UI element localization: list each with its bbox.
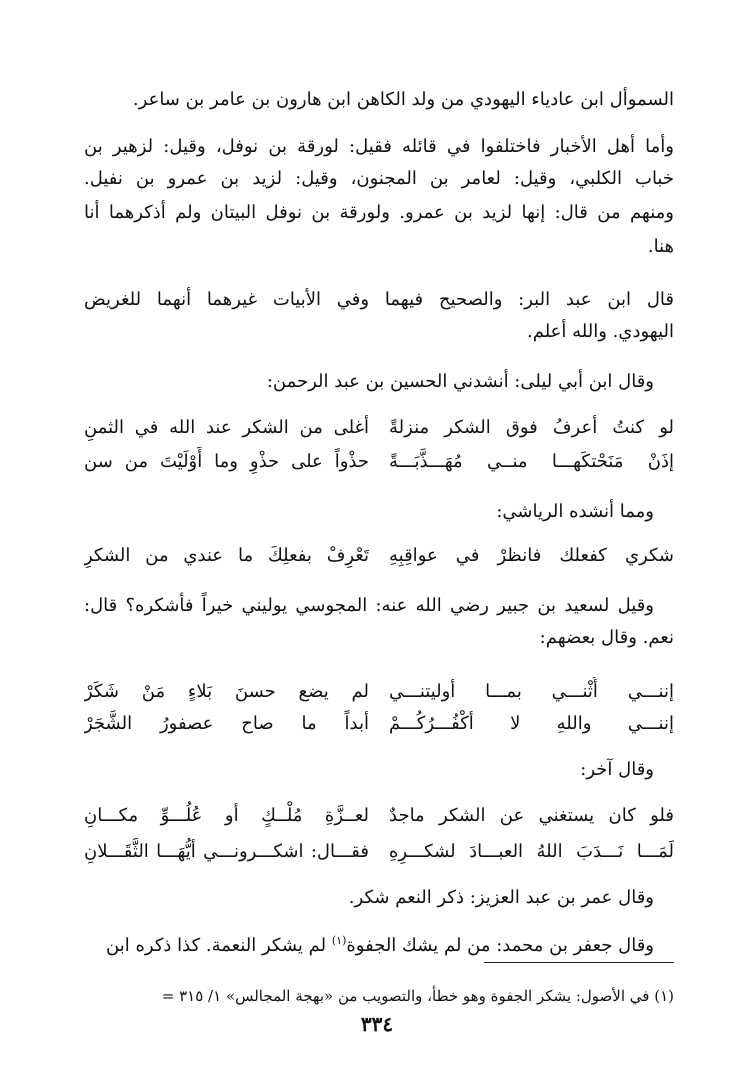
text-segment: لم يشكر النعمة. كذا ذكره ابن xyxy=(106,935,327,956)
verse-second-hemistich: حذْواً على حذْوِ وما أَوْلَيْتَ من سن xyxy=(84,451,369,472)
verse-first-hemistich: فلو كان يستغني عن الشكر ماجدٌ xyxy=(389,805,674,826)
verse xyxy=(84,677,674,707)
verse-second-hemistich: أبداً ما صاح عصفورُ الشَّجَرْ xyxy=(84,713,369,734)
verse xyxy=(84,837,674,867)
text-line: هنا. xyxy=(647,236,674,257)
text-line: وأما أهل الأخبار فاختلفوا في قائله فقيل: لورقة بن نوفل، وقيل: لزهير بن xyxy=(84,136,674,157)
page-number: ٣٣٤ xyxy=(360,1012,394,1036)
text-line: وقال ابن أبي ليلى: أنشدني الحسين بن عبد الرحمن: xyxy=(266,371,654,392)
text-line: قال ابن عبد البر: والصحيح فيهما وفي الأبيات غيرهما أنهما للغريض xyxy=(84,289,674,310)
verse-first-hemistich: شكري كفعلك فانظرْ في عواقِبِهِ xyxy=(389,545,674,566)
verse-first-hemistich: إننـــي أُثْنـــي بمـــا أوليتنـــي xyxy=(389,681,674,702)
verse-first-hemistich: إذَنْ مَنَحْتكَهـــا منــي مُهَـــذَّبَـــةً xyxy=(389,451,674,472)
verse xyxy=(84,541,674,571)
text-line: نعم. وقال بعضهم: xyxy=(539,627,674,648)
verse-second-hemistich: تَعْرِفْ بفعلِكَ ما عندي من الشكرِ xyxy=(84,545,369,566)
text-line: ومنهم من قال: إنها لزيد بن عمرو. ولورقة بن نوفل البيتان ولم أذكرهما أنا xyxy=(84,202,674,223)
verse xyxy=(84,801,674,831)
verse-first-hemistich: إننـــي واللهِ لا أكْفُـــرُكُـــمْ xyxy=(389,713,674,734)
text-line xyxy=(84,926,654,961)
verse xyxy=(84,709,674,739)
footnote: (١) في الأصول: يشكر الجفوة وهو خطأ، والتصويب من «بهجة المجالس» ١/ ٣١٥ = xyxy=(161,987,674,1005)
verse-second-hemistich: أغلى من الشكر عند الله في الثمنِ xyxy=(84,417,369,438)
verse-first-hemistich: لو كنتُ أعرفُ فوق الشكر منزلةً xyxy=(389,417,674,438)
text-line: خباب الكلبي، وقيل: لعامر بن المجنون، وقيل: لزيد بن عمرو بن نفيل. xyxy=(84,168,674,189)
verse-second-hemistich: لم يضع حسنَ بَلاءٍ مَنْ شَكَرْ xyxy=(84,681,369,702)
text-line: اليهودي. والله أعلم. xyxy=(527,321,674,342)
verse xyxy=(84,413,674,443)
verse-second-hemistich: لعــزَّةِ مُلْــكٍ أو عُلُـــوِّ مكـــانِ xyxy=(84,805,369,826)
footnote-marker: (١) xyxy=(331,934,347,947)
verse-first-hemistich: لَمَـــا نَـــدَبَ اللهُ العبـــادَ لشكـــرِهِ xyxy=(389,841,674,862)
verse-second-hemistich: فقـــال: اشكـــرونـــي أيُّهَـــا الثَّقَـــلانِ xyxy=(84,841,369,862)
text-line: وقال آخر: xyxy=(580,759,654,780)
footnote-divider xyxy=(484,962,674,963)
text-segment: وقال جعفر بن محمد: من لم يشك الجفوة xyxy=(346,935,654,956)
text-line: السموأل ابن عادياء اليهودي من ولد الكاهن ابن هارون بن عامر بن ساعر. xyxy=(132,89,674,110)
verse xyxy=(84,447,674,477)
text-line: وقال عمر بن عبد العزيز: ذكر النعم شكر. xyxy=(348,887,654,908)
text-line: ومما أنشده الرياشي: xyxy=(496,501,654,522)
text-line: وقيل لسعيد بن جبير رضي الله عنه: المجوسي يوليني خيراً فأشكره؟ قال: xyxy=(84,595,654,616)
